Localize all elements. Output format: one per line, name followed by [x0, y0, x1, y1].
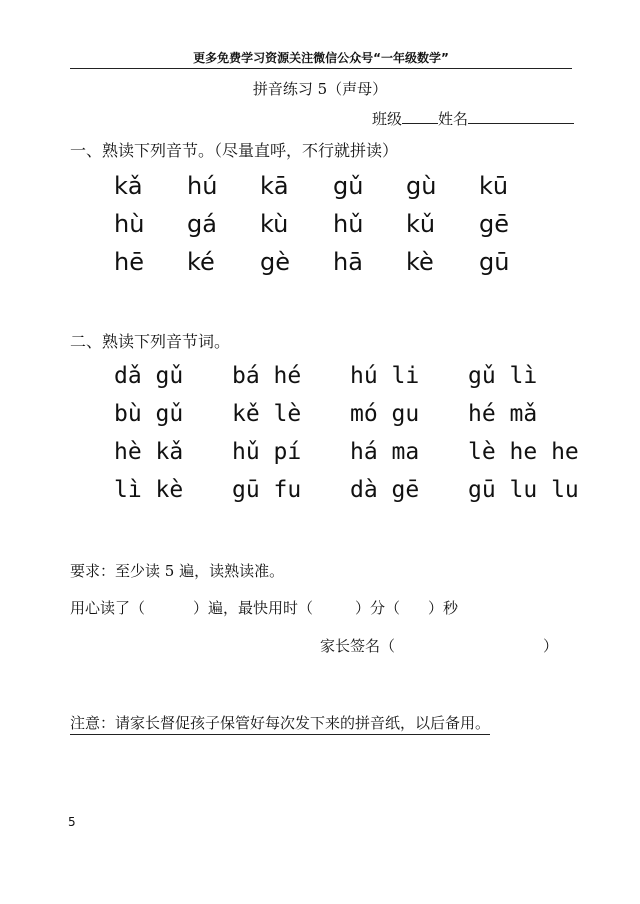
syllable: kā	[260, 172, 289, 200]
syllable: ké	[187, 248, 215, 276]
syllable: hǔ	[333, 210, 364, 238]
signature-label: 家长签名（	[320, 637, 396, 655]
requirement-text: 要求：至少读 5 遍，读熟读准。	[70, 562, 285, 580]
syllable: gù	[406, 172, 437, 200]
name-label: 姓名	[438, 110, 469, 128]
class-label: 班级	[372, 110, 403, 128]
syllable-word: gū lu lu	[468, 477, 579, 503]
syllable: hā	[333, 248, 363, 276]
word-row	[114, 398, 586, 436]
word-row	[114, 474, 586, 512]
note-text: 注意：请家长督促孩子保管好每次发下来的拼音纸，以后备用。	[70, 712, 490, 735]
syllable-word: lè he he	[468, 439, 579, 465]
syllable-grid	[114, 170, 552, 284]
section1-heading: 一、熟读下列音节。（尽量直呼，不行就拼读）	[70, 141, 399, 160]
syllable-word: há ma	[350, 439, 420, 465]
syllable-word: hè kǎ	[114, 439, 184, 465]
page-header	[70, 50, 572, 69]
word-row	[114, 360, 586, 398]
syllable: hú	[187, 172, 218, 200]
reading-part1: 用心读了（	[70, 599, 146, 617]
reading-part4: ）秒	[428, 599, 459, 617]
syllable: kū	[479, 172, 509, 200]
name-blank[interactable]	[468, 109, 574, 124]
syllable-word: hé mǎ	[468, 401, 538, 427]
header-text: 更多免费学习资源关注微信公众号“一年级数学”	[193, 51, 449, 65]
class-name-line	[372, 108, 574, 129]
syllable-word: bá hé	[232, 363, 302, 389]
syllable-word: gū fu	[232, 477, 302, 503]
parent-signature	[320, 635, 558, 656]
word-grid	[114, 360, 586, 512]
syllable-word: dà gē	[350, 477, 420, 503]
signature-close: ）	[543, 637, 559, 655]
syllable-word: lì kè	[114, 477, 184, 503]
syllable: gē	[479, 210, 509, 238]
syllable-word: bù gǔ	[114, 401, 184, 427]
syllable-word: gǔ lì	[468, 363, 538, 389]
syllable: gè	[260, 248, 290, 276]
syllable-row	[114, 170, 552, 208]
syllable-word: mó gu	[350, 401, 420, 427]
word-row	[114, 436, 586, 474]
reading-part2: ）遍，最快用时（	[193, 599, 314, 617]
page-title: 拼音练习 5（声母）	[252, 80, 388, 98]
syllable: hù	[114, 210, 145, 238]
syllable: gǔ	[333, 172, 364, 200]
reading-part3: ）分（	[355, 599, 401, 617]
syllable-row	[114, 208, 552, 246]
reading-record-line	[70, 597, 458, 618]
syllable: gū	[479, 248, 510, 276]
syllable: hē	[114, 248, 144, 276]
syllable: kǎ	[114, 172, 143, 200]
syllable-row	[114, 246, 552, 284]
syllable-word: hú li	[350, 363, 420, 389]
syllable-word: kě lè	[232, 401, 302, 427]
syllable-word: dǎ gǔ	[114, 363, 184, 389]
syllable: kǔ	[406, 210, 436, 238]
section2-heading: 二、熟读下列音节词。	[70, 332, 231, 351]
syllable-word: hǔ pí	[232, 439, 302, 465]
syllable: gá	[187, 210, 217, 238]
syllable: kù	[260, 210, 289, 238]
page-number: 5	[68, 815, 76, 829]
syllable: kè	[406, 248, 434, 276]
class-blank[interactable]	[402, 109, 438, 124]
